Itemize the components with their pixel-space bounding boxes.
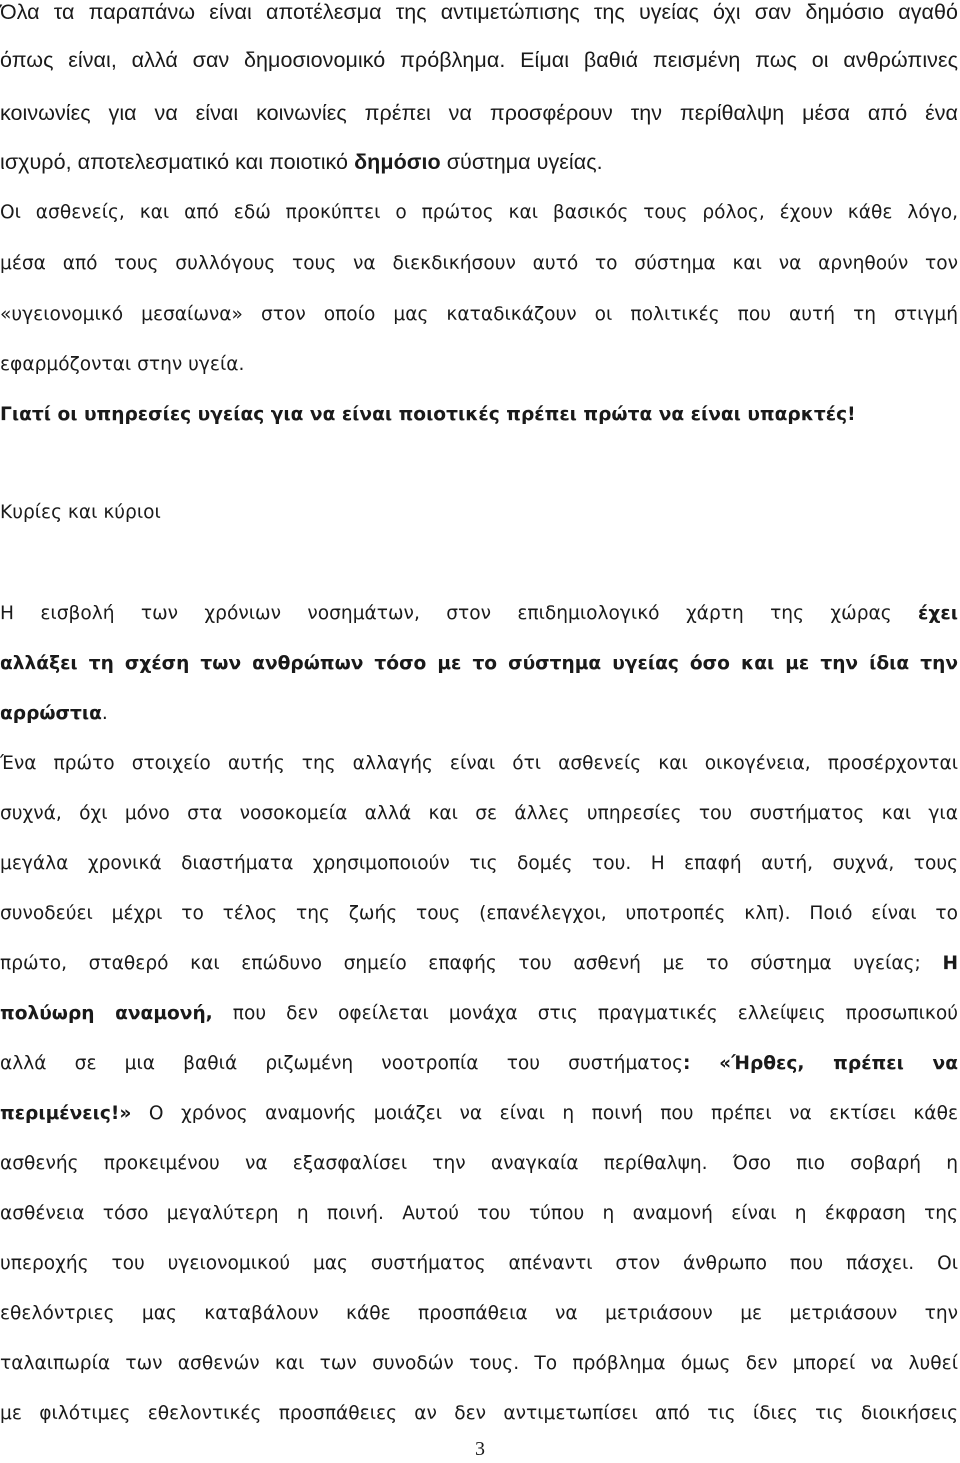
- text: ασθένεια τόσο μεγαλύτερη η ποινή. Αυτού του τύπου η αναμονή είναι η έκφραση της: [0, 1203, 958, 1224]
- patients-line-2: [0, 253, 958, 274]
- text: .: [101, 703, 108, 724]
- text: Ο χρόνος αναμονής μοιάζει να είναι η ποινή που πρέπει να εκτίσει κάθε: [131, 1103, 958, 1124]
- change-line-10: [0, 1203, 958, 1224]
- emphasis: Η: [942, 953, 958, 974]
- text: Γιατί οι υπηρεσίες υγείας για να είναι ποιοτικές πρέπει πρώτα να είναι υπαρκτές!: [0, 404, 856, 425]
- slogan: [0, 404, 958, 425]
- text: κοινωνίες για να είναι κοινωνίες πρέπει να προσφέρουν την περίθαλψη μέσα από ένα: [0, 101, 958, 125]
- change-line-13: [0, 1353, 958, 1374]
- emphasis-quote: : «Ήρθες, πρέπει να: [683, 1053, 958, 1074]
- greeting: [0, 502, 958, 523]
- text: Οι ασθενείς, και από εδώ προκύπτει ο πρώτος και βασικός τους ρόλος, έχουν κάθε λόγο,: [0, 202, 958, 223]
- page-number: 3: [475, 1438, 485, 1460]
- chronic-line-2: [0, 653, 958, 674]
- change-line-7: [0, 1053, 958, 1074]
- intro-line-2: [0, 48, 958, 73]
- text: ταλαιπωρία των ασθενών και των συνοδών τους. Το πρόβλημα όμως δεν μπορεί να λυθεί: [0, 1353, 958, 1374]
- chronic-line-3: [0, 703, 958, 724]
- text: υπεροχής του υγειονομικού μας συστήματος απέναντι στον άνθρωπο που πάσχει. Οι: [0, 1253, 958, 1274]
- emphasis-quote: περιμένεις!»: [0, 1103, 132, 1124]
- text: εθελόντριες μας καταβάλουν κάθε προσπάθεια να μετριάσουν με μετριάσουν την: [0, 1303, 958, 1324]
- intro-line-1: [0, 0, 958, 25]
- intro-line-3: [0, 101, 958, 126]
- change-line-8: [0, 1103, 958, 1124]
- text: εφαρμόζονται στην υγεία.: [0, 354, 245, 375]
- change-line-14: [0, 1403, 958, 1424]
- text: σύστημα υγείας.: [440, 150, 603, 174]
- emphasis: έχει: [918, 603, 958, 624]
- text: αλλά σε μια βαθιά ριζωμένη νοοτροπία του συστήματος: [0, 1053, 684, 1074]
- text: που δεν οφείλεται μονάχα στις πραγματικές ελλείψεις προσωπικού: [212, 1003, 958, 1024]
- text: όπως είναι, αλλά σαν δημοσιονομικό πρόβλημα. Είμαι βαθιά πεισμένη πως οι ανθρώπινες: [0, 48, 958, 72]
- text: «υγειονομικό μεσαίωνα» στον οποίο μας καταδικάζουν οι πολιτικές που αυτή τη στιγμή: [0, 304, 958, 325]
- change-line-9: [0, 1153, 958, 1174]
- text: πρώτο, σταθερό και επώδυνο σημείο επαφής του ασθενή με το σύστημα υγείας;: [0, 953, 943, 974]
- emphasis-public: δημόσιο: [354, 150, 441, 174]
- change-line-11: [0, 1253, 958, 1274]
- patients-line-4: [0, 354, 958, 375]
- change-line-3: [0, 853, 958, 874]
- patients-line-1: [0, 202, 958, 223]
- text: Ένα πρώτο στοιχείο αυτής της αλλαγής είναι ότι ασθενείς και οικογένεια, προσέρχονται: [0, 753, 958, 774]
- text: ισχυρό, αποτελεσματικό και ποιοτικό: [0, 150, 355, 174]
- change-line-2: [0, 803, 958, 824]
- text: συνοδεύει μέχρι το τέλος της ζωής τους (επανέλεγχοι, υποτροπές κλπ). Ποιό είναι το: [0, 903, 958, 924]
- text: μεγάλα χρονικά διαστήματα χρησιμοποιούν τις δομές του. Η επαφή αυτή, συχνά, τους: [0, 853, 958, 874]
- change-line-12: [0, 1303, 958, 1324]
- change-line-1: [0, 753, 958, 774]
- text: Όλα τα παραπάνω είναι αποτέλεσμα της αντιμετώπισης της υγείας όχι σαν δημόσιο αγαθό: [0, 0, 958, 24]
- change-line-4: [0, 903, 958, 924]
- change-line-6: [0, 1003, 958, 1024]
- text: Η εισβολή των χρόνιων νοσημάτων, στον επιδημιολογικό χάρτη της χώρας: [0, 603, 919, 624]
- emphasis: πολύωρη αναμονή,: [0, 1003, 213, 1024]
- text: με φιλότιμες εθελοντικές προσπάθειες αν δεν αντιμετωπίσει από τις ίδιες τις διοικήσεις: [0, 1403, 958, 1424]
- text: συχνά, όχι μόνο στα νοσοκομεία αλλά και σε άλλες υπηρεσίες του συστήματος και για: [0, 803, 958, 824]
- text: μέσα από τους συλλόγους τους να διεκδικήσουν αυτό το σύστημα και να αρνηθούν τον: [0, 253, 958, 274]
- emphasis: αλλάξει τη σχέση των ανθρώπων τόσο με το σύστημα υγείας όσο και με την ίδια την: [0, 653, 958, 674]
- change-line-5: [0, 953, 958, 974]
- emphasis: αρρώστια: [0, 703, 102, 724]
- patients-line-3: [0, 304, 958, 325]
- text: Κυρίες και κύριοι: [0, 502, 161, 523]
- chronic-line-1: [0, 603, 958, 624]
- intro-line-4: [0, 150, 958, 175]
- text: ασθενής προκειμένου να εξασφαλίσει την αναγκαία περίθαλψη. Όσο πιο σοβαρή η: [0, 1153, 958, 1174]
